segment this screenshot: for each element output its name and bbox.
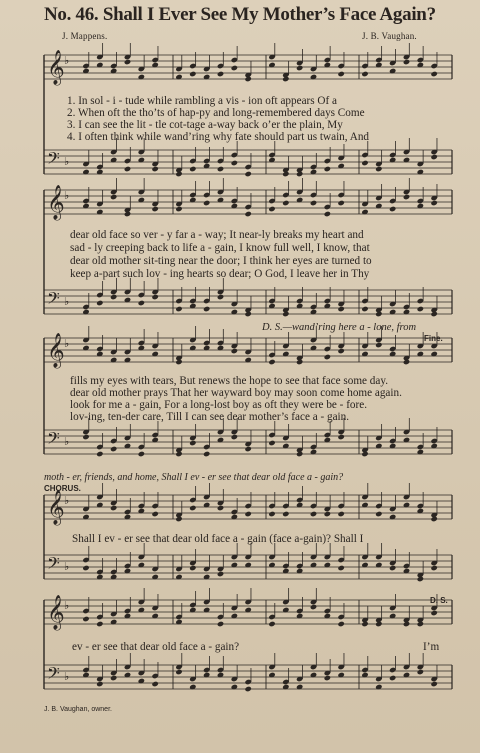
- note-head: [337, 621, 344, 627]
- note-head: [96, 300, 103, 306]
- note-head: [361, 306, 368, 312]
- note-head: [282, 200, 289, 206]
- note-head: [417, 576, 424, 582]
- system3-verse1: fills my eyes with tears, But renews the hope to see that face some day.: [70, 375, 389, 387]
- note-head: [231, 348, 238, 354]
- note-head: [375, 342, 382, 348]
- lyricist-credit: J. Mappens.: [62, 31, 108, 41]
- note-head: [189, 565, 196, 571]
- note-head: [296, 451, 303, 457]
- note-head: [310, 604, 317, 610]
- note-head: [337, 511, 344, 517]
- note-head: [389, 675, 396, 681]
- note-head: [96, 681, 103, 687]
- bass-clef: 𝄢: [47, 288, 60, 312]
- note-head: [217, 571, 224, 577]
- note-head: [151, 206, 158, 212]
- note-head: [375, 166, 382, 172]
- note-head: [337, 71, 344, 77]
- note-head: [244, 211, 251, 217]
- note-head: [310, 200, 317, 206]
- note-head: [324, 166, 331, 172]
- system3-verse3: look for me a - gain, For a long-lost boy as oft they were be - fore.: [70, 399, 368, 411]
- flat-sign: ♭: [64, 295, 70, 308]
- note-head: [175, 171, 182, 177]
- note-head: [417, 306, 424, 312]
- note-head: [430, 154, 437, 160]
- note-head: [282, 511, 289, 517]
- note-head: [175, 359, 182, 365]
- note-head: [217, 621, 224, 627]
- system2-verse4: keep a-part such lov - ing hearts so dear; O God, I leave her in Thy: [70, 268, 370, 280]
- note-head: [389, 206, 396, 212]
- flat-sign: ♭: [64, 435, 70, 448]
- treble-clef: 𝄞: [47, 50, 65, 85]
- note-head: [175, 516, 182, 522]
- note-head: [82, 434, 89, 440]
- note-head: [203, 451, 210, 457]
- note-head: [324, 211, 331, 217]
- note-head: [361, 451, 368, 457]
- hymn-number: No. 46.: [44, 4, 99, 25]
- ds-mark: D. S.: [430, 596, 448, 605]
- composer-credit: J. B. Vaughan.: [362, 31, 417, 41]
- note-head: [203, 200, 210, 206]
- system1-verse1: 1. In sol - i - tude while rambling a vis - ion oft appears Of a: [67, 95, 337, 107]
- note-head: [175, 451, 182, 457]
- note-head: [110, 294, 117, 300]
- flat-sign: ♭: [64, 54, 70, 67]
- note-head: [175, 669, 182, 675]
- note-head: [268, 359, 275, 365]
- note-head: [324, 354, 331, 360]
- note-head: [151, 166, 158, 172]
- note-head: [310, 511, 317, 517]
- owner-credit: J. B. Vaughan, owner.: [44, 706, 112, 713]
- note-head: [189, 166, 196, 172]
- note-head: [417, 621, 424, 627]
- note-head: [217, 71, 224, 77]
- note-head: [361, 160, 368, 166]
- note-head: [403, 59, 410, 65]
- flat-sign: ♭: [64, 560, 70, 573]
- system1-verse2: 2. When oft the tho’ts of hap-py and long-remembered days Come: [67, 107, 365, 119]
- note-head: [217, 505, 224, 511]
- note-head: [337, 200, 344, 206]
- chorus-label: CHORUS.: [44, 484, 81, 493]
- note-head: [375, 621, 382, 627]
- note-head: [282, 171, 289, 177]
- note-head: [231, 434, 238, 440]
- system2-verse1: dear old face so ver - y far a - way; It near-ly breaks my heart and: [70, 229, 364, 241]
- note-head: [124, 59, 131, 65]
- note-head: [138, 300, 145, 306]
- note-head: [151, 294, 158, 300]
- note-head: [282, 311, 289, 317]
- note-head: [96, 451, 103, 457]
- note-head: [430, 311, 437, 317]
- note-head: [244, 446, 251, 452]
- note-head: [244, 76, 251, 82]
- note-head: [151, 681, 158, 687]
- system1-verse3: 3. I can see the lit - tle cot-tage a-way back o’er the plain, My: [67, 119, 343, 131]
- note-head: [324, 511, 331, 517]
- note-head: [189, 505, 196, 511]
- flat-sign: ♭: [64, 189, 70, 202]
- note-head: [337, 306, 344, 312]
- chorus-line2-end: I’m: [423, 641, 440, 653]
- note-head: [244, 511, 251, 517]
- note-head: [82, 565, 89, 571]
- note-head: [282, 76, 289, 82]
- note-head: [189, 440, 196, 446]
- note-head: [403, 621, 410, 627]
- treble-clef: 𝄞: [47, 333, 65, 368]
- note-head: [217, 294, 224, 300]
- note-head: [403, 359, 410, 365]
- chorus-line2: ev - er see that dear old face a - gain?: [72, 641, 240, 653]
- note-head: [430, 200, 437, 206]
- flat-sign: ♭: [64, 494, 70, 507]
- flat-sign: ♭: [64, 599, 70, 612]
- note-head: [430, 71, 437, 77]
- ds-return-lyric: moth - er, friends, and home, Shall I ev - er see that dear old face a - gain?: [44, 472, 344, 483]
- note-head: [124, 166, 131, 172]
- note-head: [96, 621, 103, 627]
- chorus-line1: Shall I ev - er see that dear old face a - gain (face a-gain)? Shall I: [72, 533, 364, 545]
- note-head: [430, 610, 437, 616]
- note-head: [296, 359, 303, 365]
- note-head: [337, 434, 344, 440]
- note-head: [268, 440, 275, 446]
- note-head: [244, 311, 251, 317]
- note-head: [189, 71, 196, 77]
- note-head: [417, 669, 424, 675]
- bass-clef: 𝄢: [47, 148, 60, 172]
- treble-clef: 𝄞: [47, 595, 65, 630]
- note-head: [337, 348, 344, 354]
- note-head: [324, 675, 331, 681]
- treble-clef: 𝄞: [47, 185, 65, 220]
- note-head: [231, 65, 238, 71]
- note-head: [430, 565, 437, 571]
- note-head: [203, 306, 210, 312]
- note-head: [375, 511, 382, 517]
- note-head: [110, 675, 117, 681]
- note-head: [268, 621, 275, 627]
- note-head: [175, 306, 182, 312]
- bass-clef: 𝄢: [47, 428, 60, 452]
- system3-verse4: lov-ing, ten-der care, Till I can see dear mother’s face a - gain.: [70, 411, 350, 423]
- hymn-title-text: Shall I Ever See My Mother’s Face Again?: [102, 4, 436, 25]
- note-head: [151, 511, 158, 517]
- flat-sign: ♭: [64, 337, 70, 350]
- note-head: [110, 505, 117, 511]
- flat-sign: ♭: [64, 155, 70, 168]
- flat-sign: ♭: [64, 670, 70, 683]
- treble-clef: 𝄞: [47, 490, 65, 525]
- note-head: [430, 516, 437, 522]
- note-head: [110, 194, 117, 200]
- note-head: [175, 206, 182, 212]
- bass-clef: 𝄢: [47, 553, 60, 577]
- note-head: [403, 194, 410, 200]
- note-head: [361, 71, 368, 77]
- note-head: [110, 446, 117, 452]
- note-head: [231, 160, 238, 166]
- note-head: [430, 681, 437, 687]
- system2-verse3: dear old mother sit-ting near the door; I think her eyes are turned to: [70, 255, 372, 267]
- note-head: [244, 686, 251, 692]
- note-head: [268, 206, 275, 212]
- note-head: [337, 565, 344, 571]
- note-head: [268, 511, 275, 517]
- note-head: [375, 311, 382, 317]
- note-head: [361, 621, 368, 627]
- note-head: [296, 171, 303, 177]
- note-head: [244, 171, 251, 177]
- note-head: [296, 65, 303, 71]
- system3-verse2: dear old mother prays That her wayward boy may soon come home again.: [70, 387, 402, 399]
- fine-mark: Fine.: [424, 334, 443, 343]
- system1-verse4: 4. I often think while wand’ring why fate should part us twain, And: [67, 131, 370, 143]
- note-head: [389, 565, 396, 571]
- note-head: [82, 616, 89, 622]
- bass-clef: 𝄢: [47, 663, 60, 687]
- ds-lyric-line: D. S.—wand’ring here a - lone, from: [262, 322, 417, 333]
- system2-verse2: sad - ly creeping back to life a - gain, I know full well, I know, that: [70, 242, 370, 254]
- note-head: [124, 211, 131, 217]
- note-head: [217, 166, 224, 172]
- note-head: [138, 451, 145, 457]
